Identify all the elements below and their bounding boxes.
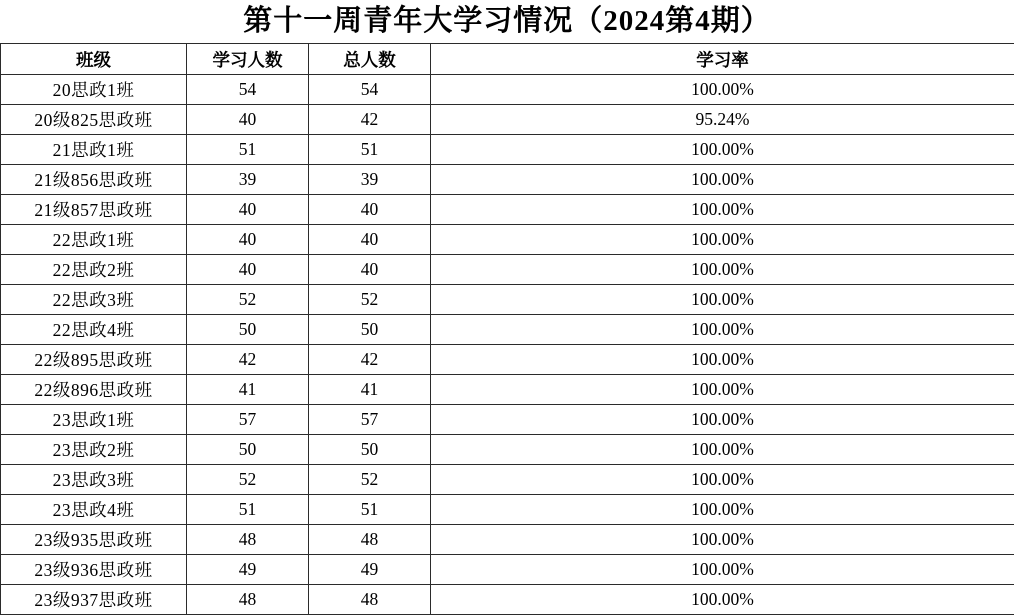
cell-total-count: 51 [309,135,431,165]
table-row [1,285,1014,315]
cell-total-count: 54 [309,75,431,105]
cell-total-count: 48 [309,525,431,555]
table-row [1,345,1014,375]
cell-study-rate: 100.00% [431,585,1014,615]
cell-study-rate: 100.00% [431,255,1014,285]
cell-study-rate: 100.00% [431,375,1014,405]
study-statistics-table [0,43,1014,615]
cell-study-rate: 100.00% [431,465,1014,495]
cell-study-rate: 100.00% [431,285,1014,315]
table-row [1,405,1014,435]
cell-studied-count: 51 [187,495,309,525]
table-body [1,75,1014,615]
table-row [1,585,1014,615]
cell-study-rate: 100.00% [431,225,1014,255]
cell-studied-count: 40 [187,105,309,135]
table-row [1,105,1014,135]
column-header-study-rate: 学习率 [431,44,1014,75]
table-row [1,465,1014,495]
table-row [1,75,1014,105]
cell-total-count: 49 [309,555,431,585]
cell-study-rate: 100.00% [431,75,1014,105]
cell-studied-count: 49 [187,555,309,585]
cell-total-count: 41 [309,375,431,405]
cell-total-count: 50 [309,315,431,345]
cell-class-name: 22思政2班 [1,255,187,285]
cell-class-name: 22思政4班 [1,315,187,345]
cell-class-name: 20级825思政班 [1,105,187,135]
cell-class-name: 22级896思政班 [1,375,187,405]
cell-total-count: 57 [309,405,431,435]
cell-class-name: 23思政1班 [1,405,187,435]
cell-studied-count: 54 [187,75,309,105]
cell-studied-count: 52 [187,285,309,315]
column-header-class: 班级 [1,44,187,75]
cell-study-rate: 100.00% [431,405,1014,435]
table-row [1,225,1014,255]
cell-total-count: 42 [309,345,431,375]
page-title: 第十一周青年大学习情况（2024第4期） [0,0,1014,43]
cell-studied-count: 42 [187,345,309,375]
cell-studied-count: 57 [187,405,309,435]
cell-studied-count: 40 [187,195,309,225]
cell-studied-count: 52 [187,465,309,495]
cell-total-count: 50 [309,435,431,465]
cell-studied-count: 50 [187,435,309,465]
cell-studied-count: 40 [187,225,309,255]
cell-total-count: 42 [309,105,431,135]
cell-class-name: 23级937思政班 [1,585,187,615]
cell-study-rate: 100.00% [431,525,1014,555]
table-row [1,555,1014,585]
cell-study-rate: 100.00% [431,135,1014,165]
cell-class-name: 21级857思政班 [1,195,187,225]
cell-total-count: 40 [309,225,431,255]
cell-total-count: 39 [309,165,431,195]
cell-class-name: 23级936思政班 [1,555,187,585]
cell-total-count: 52 [309,285,431,315]
table-row [1,375,1014,405]
cell-study-rate: 100.00% [431,195,1014,225]
cell-class-name: 22思政1班 [1,225,187,255]
cell-studied-count: 48 [187,525,309,555]
cell-class-name: 21级856思政班 [1,165,187,195]
cell-total-count: 48 [309,585,431,615]
table-row [1,165,1014,195]
table-row [1,495,1014,525]
cell-study-rate: 95.24% [431,105,1014,135]
table-header [1,44,1014,75]
cell-studied-count: 41 [187,375,309,405]
column-header-studied-count: 学习人数 [187,44,309,75]
table-row [1,525,1014,555]
cell-class-name: 22思政3班 [1,285,187,315]
table-row [1,435,1014,465]
cell-studied-count: 40 [187,255,309,285]
table-row [1,255,1014,285]
cell-studied-count: 51 [187,135,309,165]
cell-class-name: 23思政4班 [1,495,187,525]
cell-study-rate: 100.00% [431,555,1014,585]
cell-studied-count: 39 [187,165,309,195]
cell-total-count: 51 [309,495,431,525]
table-row [1,315,1014,345]
cell-total-count: 40 [309,255,431,285]
cell-study-rate: 100.00% [431,495,1014,525]
cell-study-rate: 100.00% [431,165,1014,195]
cell-class-name: 21思政1班 [1,135,187,165]
table-row [1,195,1014,225]
cell-class-name: 20思政1班 [1,75,187,105]
cell-study-rate: 100.00% [431,345,1014,375]
table-row [1,135,1014,165]
cell-study-rate: 100.00% [431,435,1014,465]
cell-class-name: 22级895思政班 [1,345,187,375]
cell-class-name: 23思政2班 [1,435,187,465]
cell-class-name: 23级935思政班 [1,525,187,555]
cell-class-name: 23思政3班 [1,465,187,495]
cell-total-count: 40 [309,195,431,225]
cell-study-rate: 100.00% [431,315,1014,345]
cell-total-count: 52 [309,465,431,495]
cell-studied-count: 48 [187,585,309,615]
cell-studied-count: 50 [187,315,309,345]
column-header-total-count: 总人数 [309,44,431,75]
table-header-row [1,44,1014,75]
